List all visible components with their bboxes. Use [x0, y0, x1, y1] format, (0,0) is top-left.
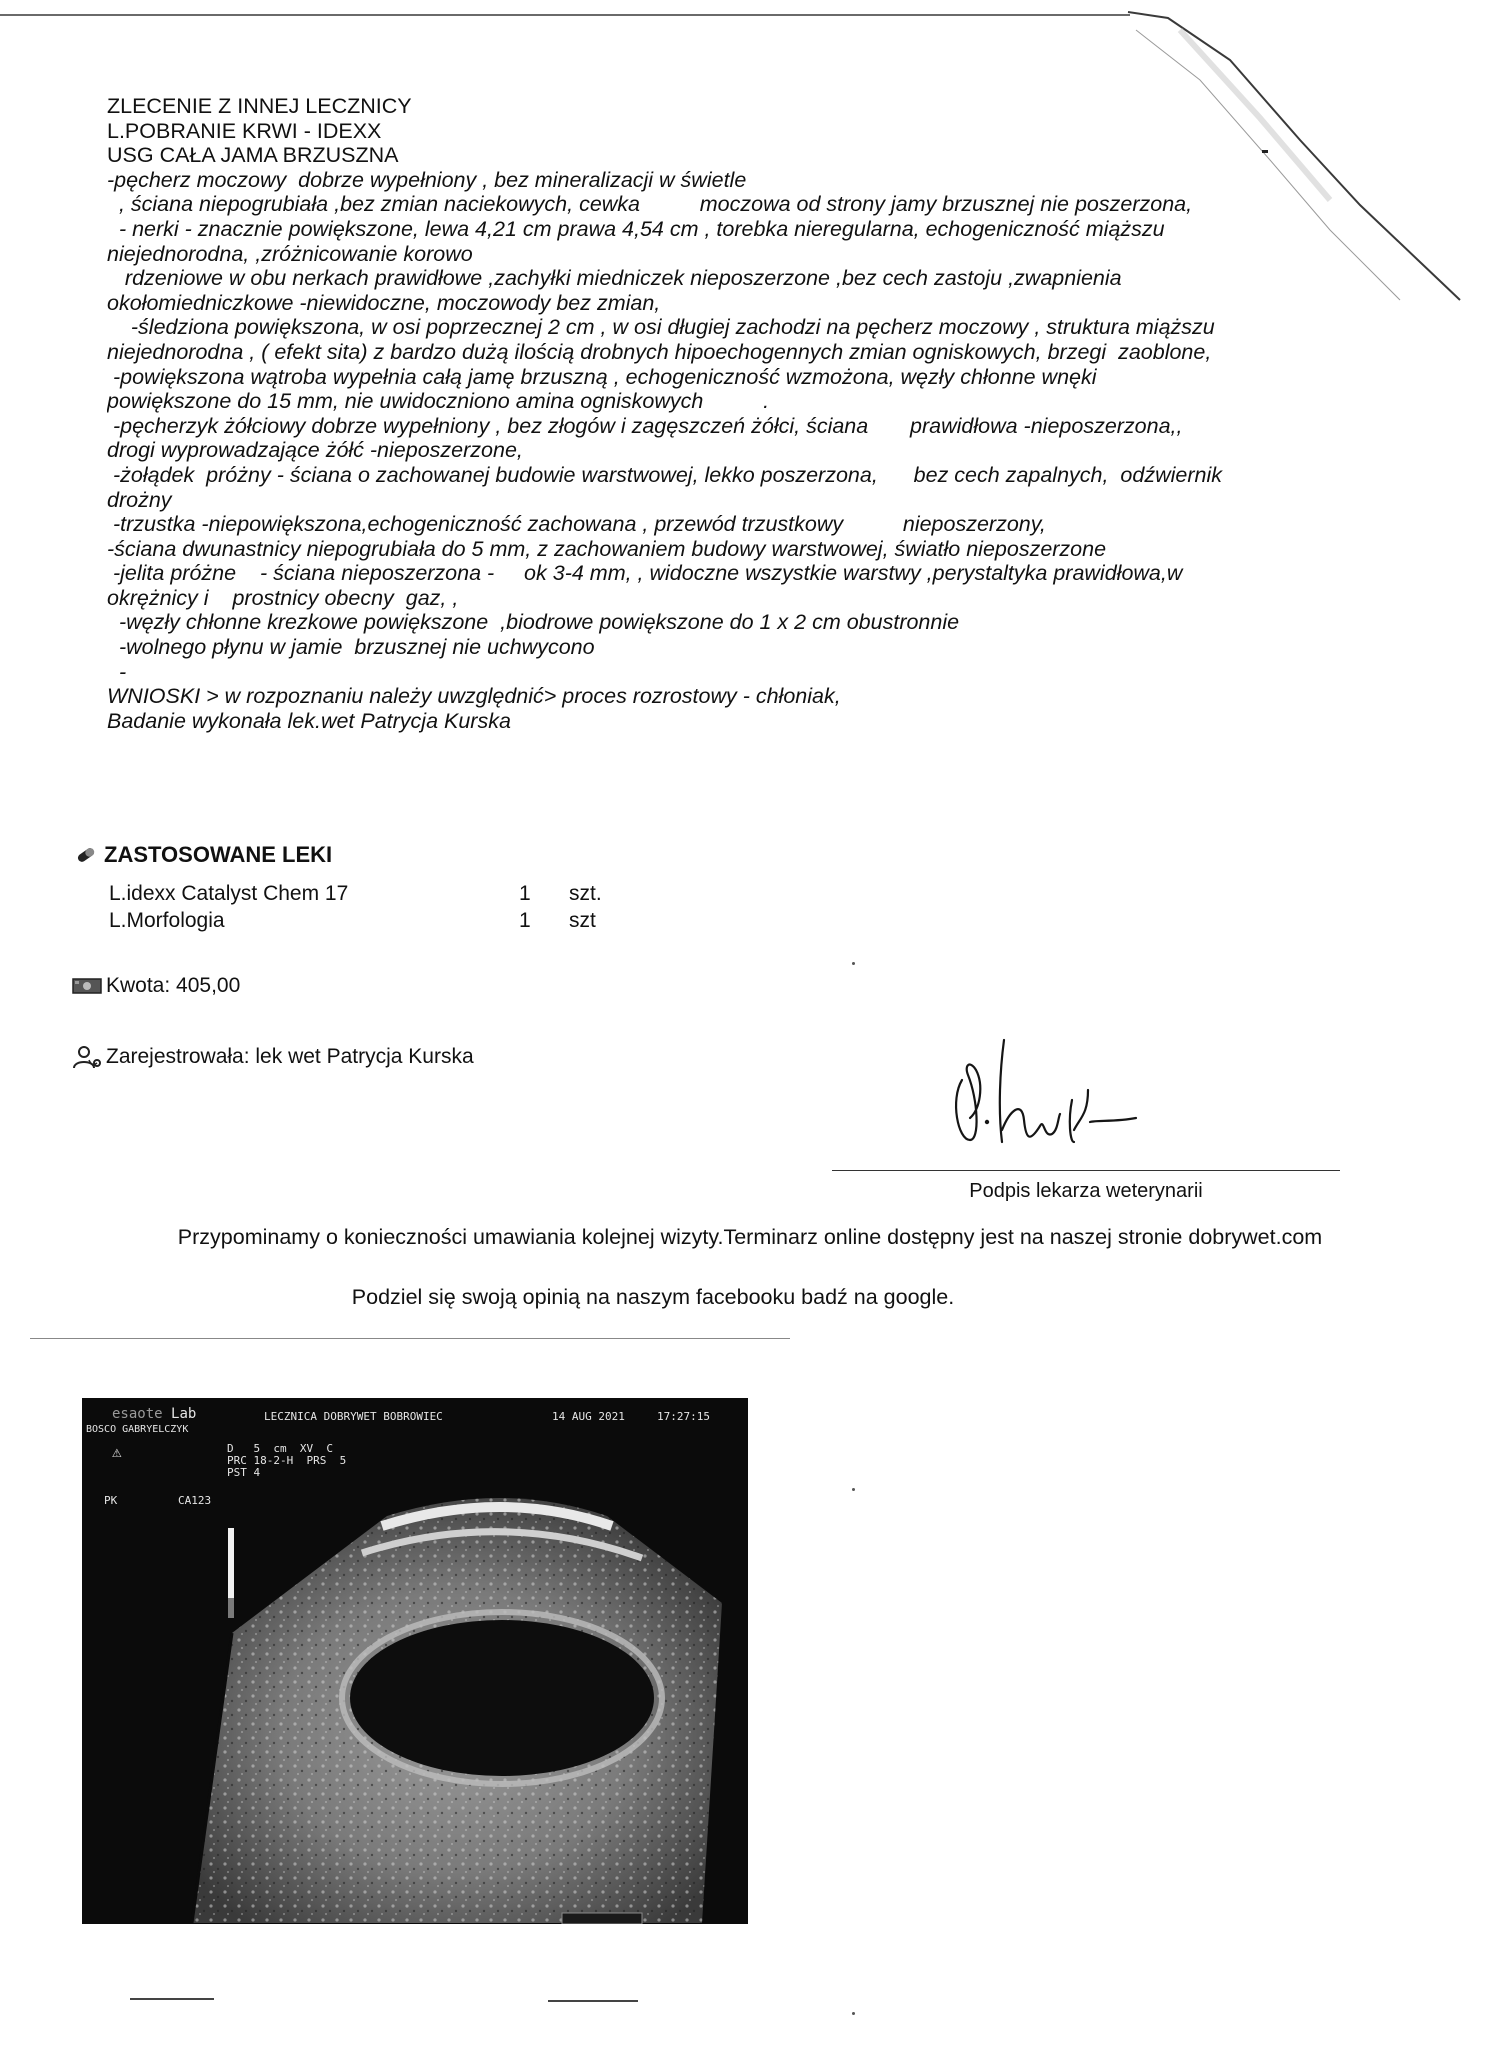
ultrasound-params-2: PRC 18-2-H PRS 5: [227, 1454, 347, 1467]
ultrasound-time: 17:27:15: [657, 1410, 710, 1423]
report-line: ZLECENIE Z INNEJ LECZNICY: [107, 94, 412, 118]
med-name: L.Morfologia: [109, 909, 225, 932]
med-unit: szt: [569, 909, 596, 932]
payment-amount: [72, 974, 240, 998]
meds-row: [109, 907, 649, 934]
ultrasound-params-3: PST 4: [227, 1466, 261, 1479]
report-line: niejednorodna, ,zróżnicowanie korowo: [107, 241, 473, 266]
ultrasound-report: [107, 94, 1397, 733]
report-line: -pęcherzyk żółciowy dobrze wypełniony , bez złogów i zagęszczeń żółci, ściana prawidłowa -nieposzerzona,,: [107, 413, 1183, 438]
report-line: powiększone do 15 mm, nie uwidoczniono amina ogniskowych .: [107, 389, 770, 414]
report-line: -: [107, 659, 127, 684]
ultrasound-clinic: LECZNICA DOBRYWET BOBROWIEC: [264, 1410, 443, 1423]
report-line: -trzustka -niepowiększona,echogeniczność zachowana , przewód trzustkowy nieposzerzony,: [107, 512, 1046, 537]
med-qty: 1: [519, 882, 531, 905]
signature-caption: Podpis lekarza weterynarii: [969, 1180, 1203, 1202]
med-qty: 1: [519, 909, 531, 932]
report-line: USG CAŁA JAMA BRZUSZNA: [107, 143, 399, 168]
report-line: -śledziona powiększona, w osi poprzecznej 2 cm , w osi długiej zachodzi na pęcherz moczowy , struktura miąższu: [107, 315, 1215, 340]
report-line: WNIOSKI > w rozpoznaniu należy uwzględnić> proces rozrostowy - chłoniak,: [107, 684, 841, 709]
meds-row: [109, 880, 649, 907]
report-line: , ściana niepogrubiała ,bez zmian naciekowych, cewka moczowa od strony jamy brzusznej nie poszerzona,: [107, 192, 1193, 217]
ultrasound-patient: BOSCO GABRYELCZYK: [86, 1424, 189, 1435]
reminder-text: Przypominamy o konieczności umawiania kolejnej wizyty.Terminarz online dostępny jest na naszej stronie dobrywet.com: [177, 1225, 1323, 1249]
ultrasound-scan-graphic: [82, 1398, 748, 1924]
registered-label: Zarejestrowała: lek wet Patrycja Kurska: [106, 1045, 474, 1068]
report-line: drogi wyprowadzające żółć -nieposzerzone,: [107, 438, 523, 463]
report-line: okrężnicy i prostnicy obecny gaz, ,: [107, 585, 459, 610]
report-line: -pęcherz moczowy dobrze wypełniony , bez mineralizacji w świetle: [107, 167, 747, 192]
ultrasound-probe-left: PK: [104, 1494, 118, 1507]
meds-title-label: ZASTOSOWANE LEKI: [104, 842, 333, 867]
ultrasound-probe-code: CA123: [178, 1494, 212, 1507]
pill-icon: [74, 845, 98, 865]
registered-by: [72, 1045, 474, 1069]
report-line: -powiększona wątroba wypełnia całą jamę brzuszną , echogeniczność wzmożona, węzły chłonne wnęki: [107, 364, 1097, 389]
handwritten-signature: [940, 1030, 1180, 1170]
report-line: rdzeniowe w obu nerkach prawidłowe ,zachyłki miedniczek nieposzerzone ,bez cech zastoju ,zwapnienia: [107, 266, 1122, 291]
report-line: -ściana dwunastnicy niepogrubiała do 5 mm, z zachowaniem budowy warstwowej, światło nieposzerzone: [107, 536, 1107, 561]
probe-icon: ⚠: [112, 1442, 122, 1461]
signature-line: [832, 1170, 1340, 1171]
meds-section-title: [74, 842, 332, 868]
report-line: L.POBRANIE KRWI - IDEXX: [107, 118, 382, 143]
report-line: okołomiedniczkowe -niewidoczne, moczowody bez zmian,: [107, 290, 661, 315]
banknote-icon: [72, 977, 102, 995]
report-line: -żołądek próżny - ściana o zachowanej budowie warstwowej, lekko poszerzona, bez cech zapalnych, odźwiernik: [107, 462, 1222, 487]
report-line: niejednorodna , ( efekt sita) z bardzo dużą ilością drobnych hipoechogennych zmian ogniskowych, brzegi zaoblone,: [107, 339, 1212, 364]
scan-speck: [852, 1488, 855, 1491]
ultrasound-image: [82, 1398, 748, 1924]
med-unit: szt.: [569, 882, 602, 905]
scan-speck: [852, 2012, 855, 2015]
share-text: Podziel się swoją opinią na naszym facebooku badź na google.: [351, 1285, 955, 1309]
ultrasound-params-1: D 5 cm XV C: [227, 1442, 333, 1455]
report-line: -węzły chłonne krezkowe powiększone ,biodrowe powiększone do 1 x 2 cm obustronnie: [107, 610, 960, 635]
ultrasound-brand: esaote Lab: [112, 1406, 197, 1422]
payment-label: Kwota: 405,00: [106, 974, 241, 997]
scan-dash: [548, 2000, 638, 2002]
med-name: L.idexx Catalyst Chem 17: [109, 882, 349, 905]
report-line: - nerki - znacznie powiększone, lewa 4,21 cm prawa 4,54 cm , torebka nieregularna, echogeniczność miąższu: [107, 216, 1165, 241]
meds-table: [109, 880, 649, 934]
report-line: -jelita próżne - ściana nieposzerzona - ok 3-4 mm, , widoczne wszystkie warstwy ,perystaltyka prawidłowa,w: [107, 561, 1183, 586]
report-line: -wolnego płynu w jamie brzusznej nie uchwycono: [107, 635, 595, 660]
footer-divider: [30, 1338, 790, 1339]
ultrasound-date: 14 AUG 2021: [552, 1410, 625, 1423]
report-line: Badanie wykonała lek.wet Patrycja Kurska: [107, 708, 511, 733]
scan-speck: [852, 962, 855, 965]
doctor-icon: [72, 1045, 102, 1069]
scan-dash: [130, 1998, 214, 2000]
report-line: drożny: [107, 487, 172, 512]
